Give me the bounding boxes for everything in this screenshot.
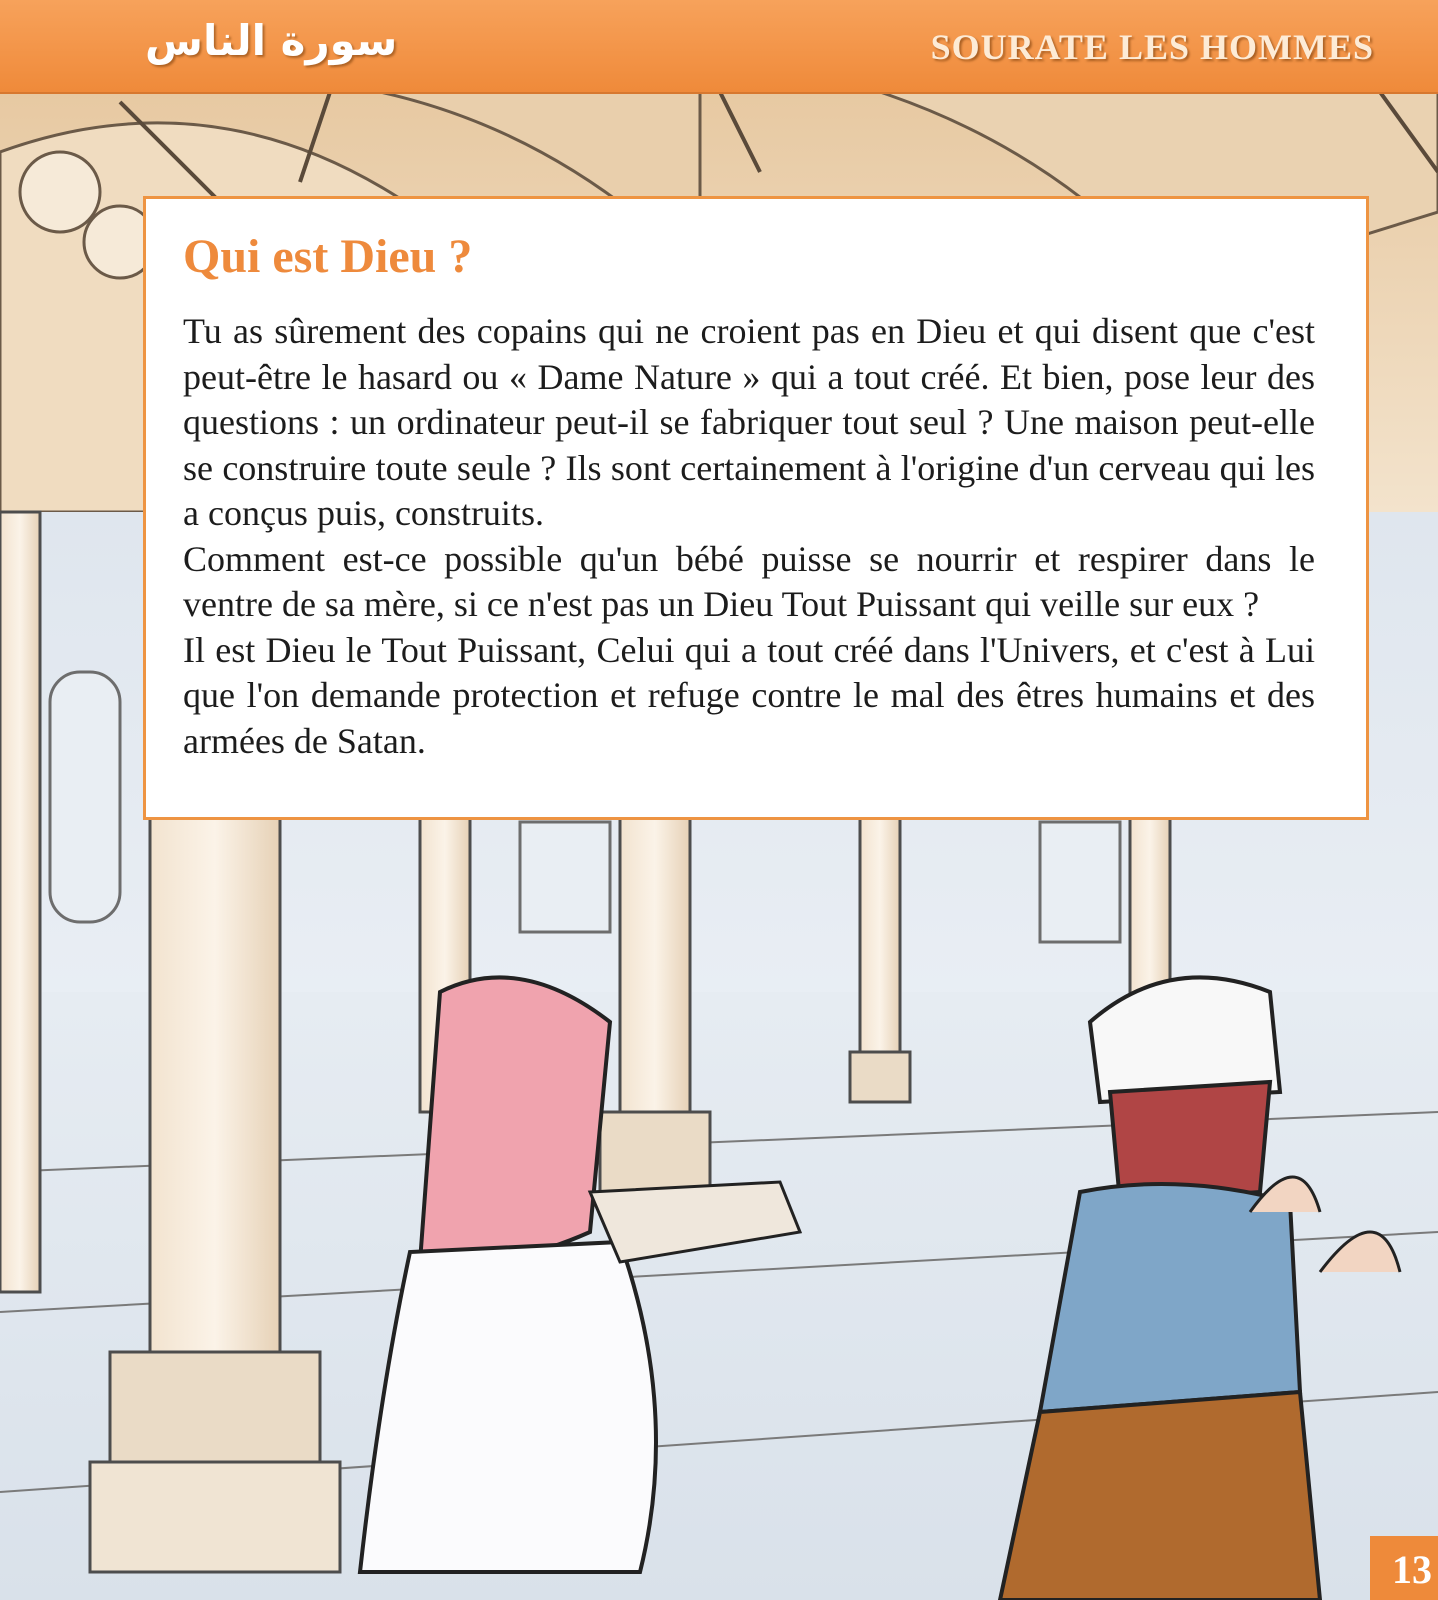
page-number: 13 — [1370, 1536, 1438, 1600]
card-title: Qui est Dieu ? — [183, 230, 473, 283]
latin-chapter-title: SOURATE LES HOMMES — [930, 27, 1374, 67]
paragraph-3: Il est Dieu le Tout Puissant, Celui qui a tout créé dans l'Univers, et c'est à Lui que l'on demande protection et refuge contre le mal des êtres humains et des armées de Satan. — [183, 629, 1315, 761]
paragraph-1: Tu as sûrement des copains qui ne croient pas en Dieu et qui disent que c'est peut-être le hasard ou « Dame Nature » qui a tout créé. Et bien, pose leur des questions : un ordinateur peut-il se fabriquer tout seul ? Une maison peut-elle se construire toute seule ? Ils sont certainement à l'origine d'un cerveau qui les a conçus puis, construits. — [183, 311, 1315, 533]
arabic-chapter-title: سورة الناس — [145, 16, 398, 65]
paragraph-2: Comment est-ce possible qu'un bébé puisse se nourrir et respirer dans le ventre de sa mère, si ce n'est pas un Dieu Tout Puissant qui veille sur eux ? — [183, 538, 1315, 624]
text-card — [143, 196, 1369, 820]
card-body — [183, 309, 1315, 764]
chapter-header — [0, 0, 1438, 94]
